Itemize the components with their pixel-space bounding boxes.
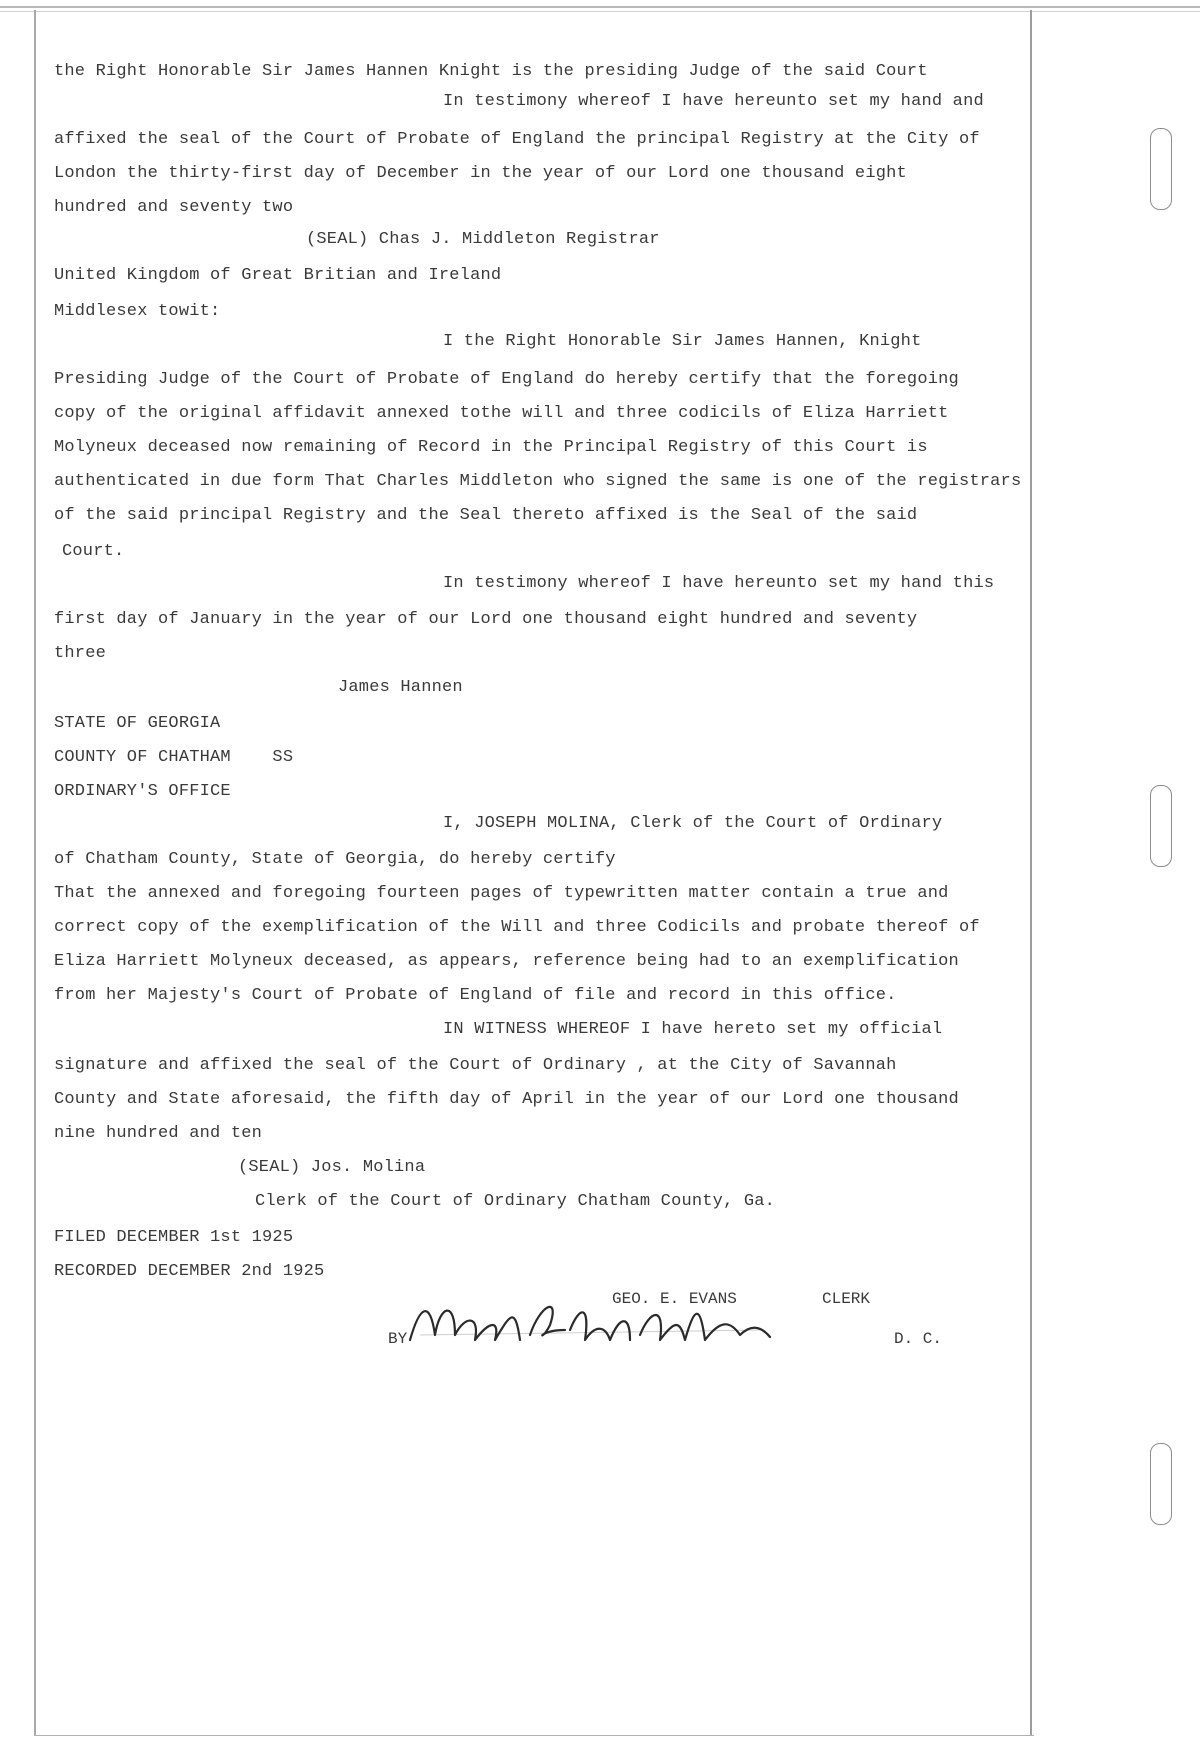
text-line: United Kingdom of Great Britian and Ireland <box>54 266 502 285</box>
text-line: That the annexed and foregoing fourteen pages of typewritten matter contain a true and <box>54 884 949 903</box>
text-line: (SEAL) Chas J. Middleton Registrar <box>306 230 660 249</box>
text-line: I the Right Honorable Sir James Hannen, Knight <box>443 332 922 351</box>
text-line: Eliza Harriett Molyneux deceased, as appears, reference being had to an exemplification <box>54 952 959 971</box>
deputy-clerk-label: D. C. <box>894 1330 943 1348</box>
text-line: of Chatham County, State of Georgia, do hereby certify <box>54 850 616 869</box>
top-rule-secondary <box>0 11 1200 12</box>
text-line: correct copy of the exemplification of the Will and three Codicils and probate thereof of <box>54 918 980 937</box>
bottom-rule <box>34 1735 1034 1736</box>
text-line: three <box>54 644 107 663</box>
text-line: London the thirty-first day of December in the year of our Lord one thousand eight <box>54 164 907 183</box>
text-line: of the said principal Registry and the Seal thereto affixed is the Seal of the said <box>54 506 918 525</box>
binder-hole-middle <box>1150 785 1172 867</box>
binder-hole-bottom <box>1150 1443 1172 1525</box>
text-line: In testimony whereof I have hereunto set my hand and <box>443 92 984 111</box>
left-margin-rule <box>34 10 36 1735</box>
text-line: In testimony whereof I have hereunto set my hand this <box>443 574 995 593</box>
text-line: James Hannen <box>338 678 463 697</box>
text-line: County and State aforesaid, the fifth day of April in the year of our Lord one thousand <box>54 1090 959 1109</box>
text-line: Presiding Judge of the Court of Probate of England do hereby certify that the foregoing <box>54 370 959 389</box>
text-line: Middlesex towit: <box>54 302 221 321</box>
text-line: nine hundred and ten <box>54 1124 263 1143</box>
text-line: Court. <box>62 542 125 561</box>
text-line: from her Majesty's Court of Probate of England of file and record in this office. <box>54 986 897 1005</box>
clerk-name: GEO. E. EVANS <box>612 1290 737 1308</box>
binder-hole-top <box>1150 128 1172 210</box>
handwritten-signature <box>400 1285 780 1365</box>
text-line: authenticated in due form That Charles Middleton who signed the same is one of the registrars <box>54 472 1022 491</box>
text-line: signature and affixed the seal of the Court of Ordinary , at the City of Savannah <box>54 1056 897 1075</box>
text-line: FILED DECEMBER 1st 1925 <box>54 1228 294 1247</box>
text-line: affixed the seal of the Court of Probate of England the principal Registry at the City of <box>54 130 980 149</box>
text-line: COUNTY OF CHATHAM SS <box>54 748 294 767</box>
text-line: the Right Honorable Sir James Hannen Knight is the presiding Judge of the said Court <box>54 62 928 81</box>
text-line: Molyneux deceased now remaining of Record in the Principal Registry of this Court is <box>54 438 928 457</box>
text-line: ORDINARY'S OFFICE <box>54 782 231 801</box>
text-line: IN WITNESS WHEREOF I have hereto set my official <box>443 1020 943 1039</box>
text-line: (SEAL) Jos. Molina <box>238 1158 426 1177</box>
by-label: BY <box>388 1330 408 1348</box>
text-line: first day of January in the year of our Lord one thousand eight hundred and seventy <box>54 610 918 629</box>
right-margin-rule <box>1030 10 1032 1735</box>
text-line: RECORDED DECEMBER 2nd 1925 <box>54 1262 325 1281</box>
clerk-title: CLERK <box>822 1290 871 1308</box>
text-line: hundred and seventy two <box>54 198 294 217</box>
text-line: I, JOSEPH MOLINA, Clerk of the Court of Ordinary <box>443 814 943 833</box>
text-line: Clerk of the Court of Ordinary Chatham County, Ga. <box>255 1192 776 1211</box>
top-rule <box>0 6 1200 8</box>
text-line: STATE OF GEORGIA <box>54 714 221 733</box>
text-line: copy of the original affidavit annexed tothe will and three codicils of Eliza Harriett <box>54 404 949 423</box>
